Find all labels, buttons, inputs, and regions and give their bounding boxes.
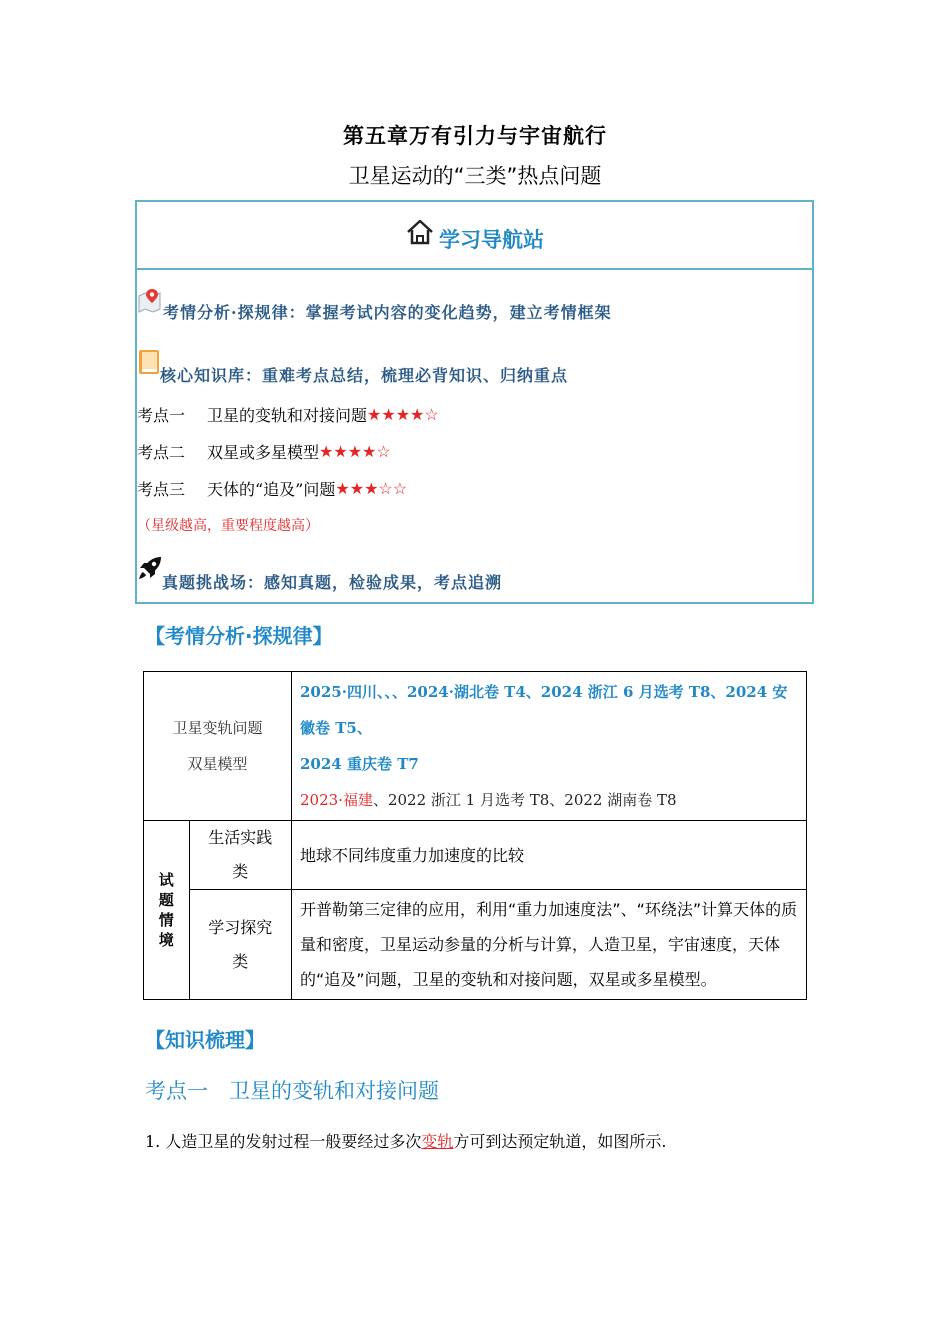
point-text: 卫星的变轨和对接问题: [207, 406, 368, 425]
point-text: 天体的“追及”问题: [207, 480, 336, 499]
sources-red: 2023·福建: [300, 791, 373, 809]
point-stars: ★★★☆☆: [335, 479, 408, 498]
point-text: 双星或多星模型: [207, 443, 320, 462]
context-label: 试题情境: [158, 871, 174, 949]
table-row: [144, 672, 807, 821]
sources-line-1: 2025·四川、、、2024·湖北卷 T4、2024 浙江 6 月选考 T8、2024 安徽卷 T5、: [300, 683, 788, 737]
nav-analysis-text: 考情分析·探规律：掌握考试内容的变化趋势，建立考情框架: [163, 303, 612, 322]
page-subtitle: 卫星运动的“三类”热点问题: [348, 164, 602, 188]
study-navigation-box: [135, 200, 814, 604]
nav-point-1: [137, 403, 439, 426]
point-stars: ★★★★☆: [367, 405, 439, 424]
table-row: [144, 890, 807, 1000]
point-stars: ★★★★☆: [319, 442, 391, 461]
life-label: 生活实践类: [208, 828, 273, 881]
point-1-heading: 考点一 卫星的变轨和对接问题: [145, 1079, 439, 1103]
point-label: 考点二: [137, 443, 186, 462]
study-text: 开普勒第三定律的应用，利用“重力加速度法”、“环绕法”计算天体的质量和密度，卫星运动参量的分析与计算，人造卫星，宇宙速度，天体的“追及”问题，卫星的变轨和对接问题，双星或多星模型。: [300, 900, 798, 989]
point-label: 考点三: [137, 480, 186, 499]
nav-challenge-text: 真题挑战场：感知真题，检验成果，考点追溯: [162, 573, 503, 592]
importance-note: （星级越高，重要程度越高）: [137, 518, 319, 534]
nav-knowledge-row: [138, 337, 568, 386]
nav-point-2: [137, 440, 391, 463]
paragraph-1: [145, 1129, 666, 1152]
book-icon: [138, 349, 160, 375]
study-text-cell: [292, 890, 807, 1000]
nav-challenge-row: [137, 542, 502, 593]
section-heading-analysis: 【考情分析·探规律】: [145, 624, 333, 648]
context-label-cell: [144, 821, 190, 1000]
section-heading-knowledge: 【知识梳理】: [145, 1028, 265, 1052]
nav-header: [137, 202, 812, 270]
nav-knowledge-text: 核心知识库：重难考点总结，梳理必背知识、归纳重点: [160, 366, 569, 385]
paragraph-underlined-term: 变轨: [421, 1132, 454, 1151]
point-label: 考点一: [137, 406, 186, 425]
sources-line-2: 2024 重庆卷 T7: [300, 755, 419, 773]
topic-item: 双星模型: [187, 755, 248, 773]
map-pin-icon: [137, 287, 163, 313]
topics-cell: [144, 672, 292, 821]
page-title: 第五章万有引力与宇宙航行: [343, 123, 607, 148]
study-label-cell: [189, 890, 291, 1000]
house-icon: [405, 217, 435, 247]
topic-item: 卫星变轨问题: [172, 719, 263, 737]
rocket-icon: [137, 555, 163, 581]
paragraph-text-after: 方可到达预定轨道，如图所示.: [453, 1132, 667, 1151]
table-row: [144, 821, 807, 890]
life-text: 地球不同纬度重力加速度的比较: [300, 845, 525, 865]
nav-analysis-row: [137, 276, 612, 323]
life-label-cell: [189, 821, 291, 890]
exam-analysis-table: [143, 671, 807, 1000]
life-text-cell: [292, 821, 807, 890]
study-label: 学习探究类: [208, 917, 273, 971]
nav-point-3: [137, 477, 407, 500]
paragraph-text-before: 1. 人造卫星的发射过程一般要经过多次: [145, 1132, 422, 1151]
sources-cell: [292, 672, 807, 821]
nav-title: 学习导航站: [439, 228, 544, 252]
sources-black: 、2022 浙江 1 月选考 T8、2022 湖南卷 T8: [372, 791, 677, 809]
